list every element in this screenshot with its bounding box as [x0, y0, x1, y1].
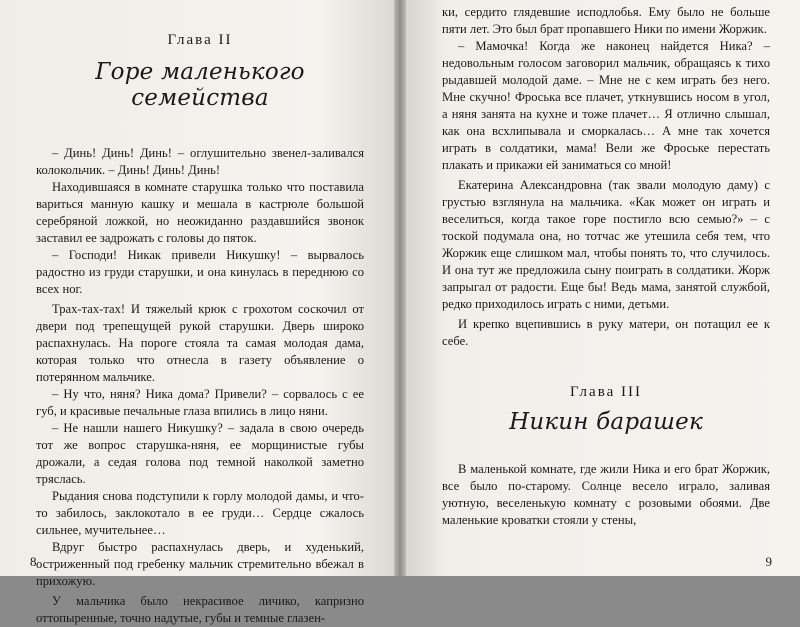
chapter-label: Глава II [167, 32, 233, 48]
body-text [442, 461, 770, 529]
paragraph: – Господи! Никак привели Никушку! – вырвалось радостно из груди старушки, и она кинулась в переднюю со всех ног. [36, 248, 364, 296]
left-page [0, 0, 400, 625]
page-number: 9 [765, 554, 772, 569]
paragraph: Вдруг быстро распахнулась дверь, и худенький, остриженный под гребенку мальчик стремительно вбежал в прихожую. [36, 540, 364, 588]
page-number: 8 [30, 554, 37, 569]
paragraph: Трах-тах-тах! И тяжелый крюк с грохотом соскочил от двери под трепещущей рукой старушки. Дверь широко распахнулась. На пороге стояла та самая молодая дама, которая только что отнесла в газету объявление о потерянном мальчике. [36, 302, 364, 384]
body-text [36, 145, 364, 627]
body-text [442, 4, 770, 350]
paragraph: – Мамочка! Когда же наконец найдется Ника? – недовольным голосом заговорил мальчик, обращаясь к тихо рыдавшей молодой даме. – Мне не с кем играть без него. Мне скучно! Фроська все плачет, уткнувшись носом в угол, а няня занята на кухне и тоже плачет… Я отлично слышал, как она всхлипывала и сморкалась… А мне так хочется играть в солдатики, мама! Вели же Фроське перестать плакать и прикажи ей заниматься со мной! [442, 39, 770, 172]
book-gutter [394, 0, 406, 576]
paragraph: Рыдания снова подступили к горлу молодой дамы, и что-то забилось, заклокотало в ее груди… Сердце сжалось сильнее, мучительнее… [36, 489, 364, 537]
paragraph: У мальчика было некрасивое личико, капризно оттопыренные, точно надутые, губы и темные глазен- [36, 594, 364, 625]
paragraph: И крепко вцепившись в руку матери, он потащил ее к себе. [442, 317, 770, 348]
paragraph: – Ну что, няня? Ника дома? Привели? – сорвалось с ее губ, и красивые печальные глаза впились в лицо няни. [36, 387, 364, 418]
chapter-title: Горе маленького семейства [95, 59, 305, 111]
paragraph: – Динь! Динь! Динь! – оглушительно звенел-заливался колокольчик. – Динь! Динь! Динь! [36, 146, 364, 177]
paragraph: В маленькой комнате, где жили Ника и его брат Жоржик, все было по-старому. Солнце весело играло, заливая уютную, веселенькую комнату с розовыми обоями. Две маленькие кроватки стояли у стены, [442, 462, 770, 527]
chapter-label: Глава III [570, 384, 642, 400]
paragraph: ки, сердито глядевшие исподлобья. Ему было не больше пяти лет. Это был брат пропавшего Ники по имени Жоржик. [442, 5, 770, 36]
right-page [400, 0, 800, 576]
chapter-title: Никин барашек [509, 409, 703, 435]
paragraph: – Не нашли нашего Никушку? – задала в свою очередь тот же вопрос старушка-няня, ее морщинистые губы дрожали, а седая голова под темной наколкой заметно тряслась. [36, 421, 364, 486]
paragraph: Екатерина Александровна (так звали молодую даму) с грустью взглянула на мальчика. «Как может он играть и веселиться, когда такое горе постигло всю семью?» – с тоской подумала она, но тотчас же утешила себя тем, что Жоржик еще слишком мал, чтобы понять то, что случилось. И она тут же предложила сыну поиграть в солдатики. Жорж запрыгал от радости. Еще бы! Ведь мама, занятой службой, редко приходилось играть с ними, детьми. [442, 178, 770, 311]
paragraph: Находившаяся в комнате старушка только что поставила вариться манную кашку и мешала в кастрюле большой серебряной ложкой, но неожиданно раздавшийся звонок заставил ее задрожать с головы до пяток. [36, 180, 364, 245]
